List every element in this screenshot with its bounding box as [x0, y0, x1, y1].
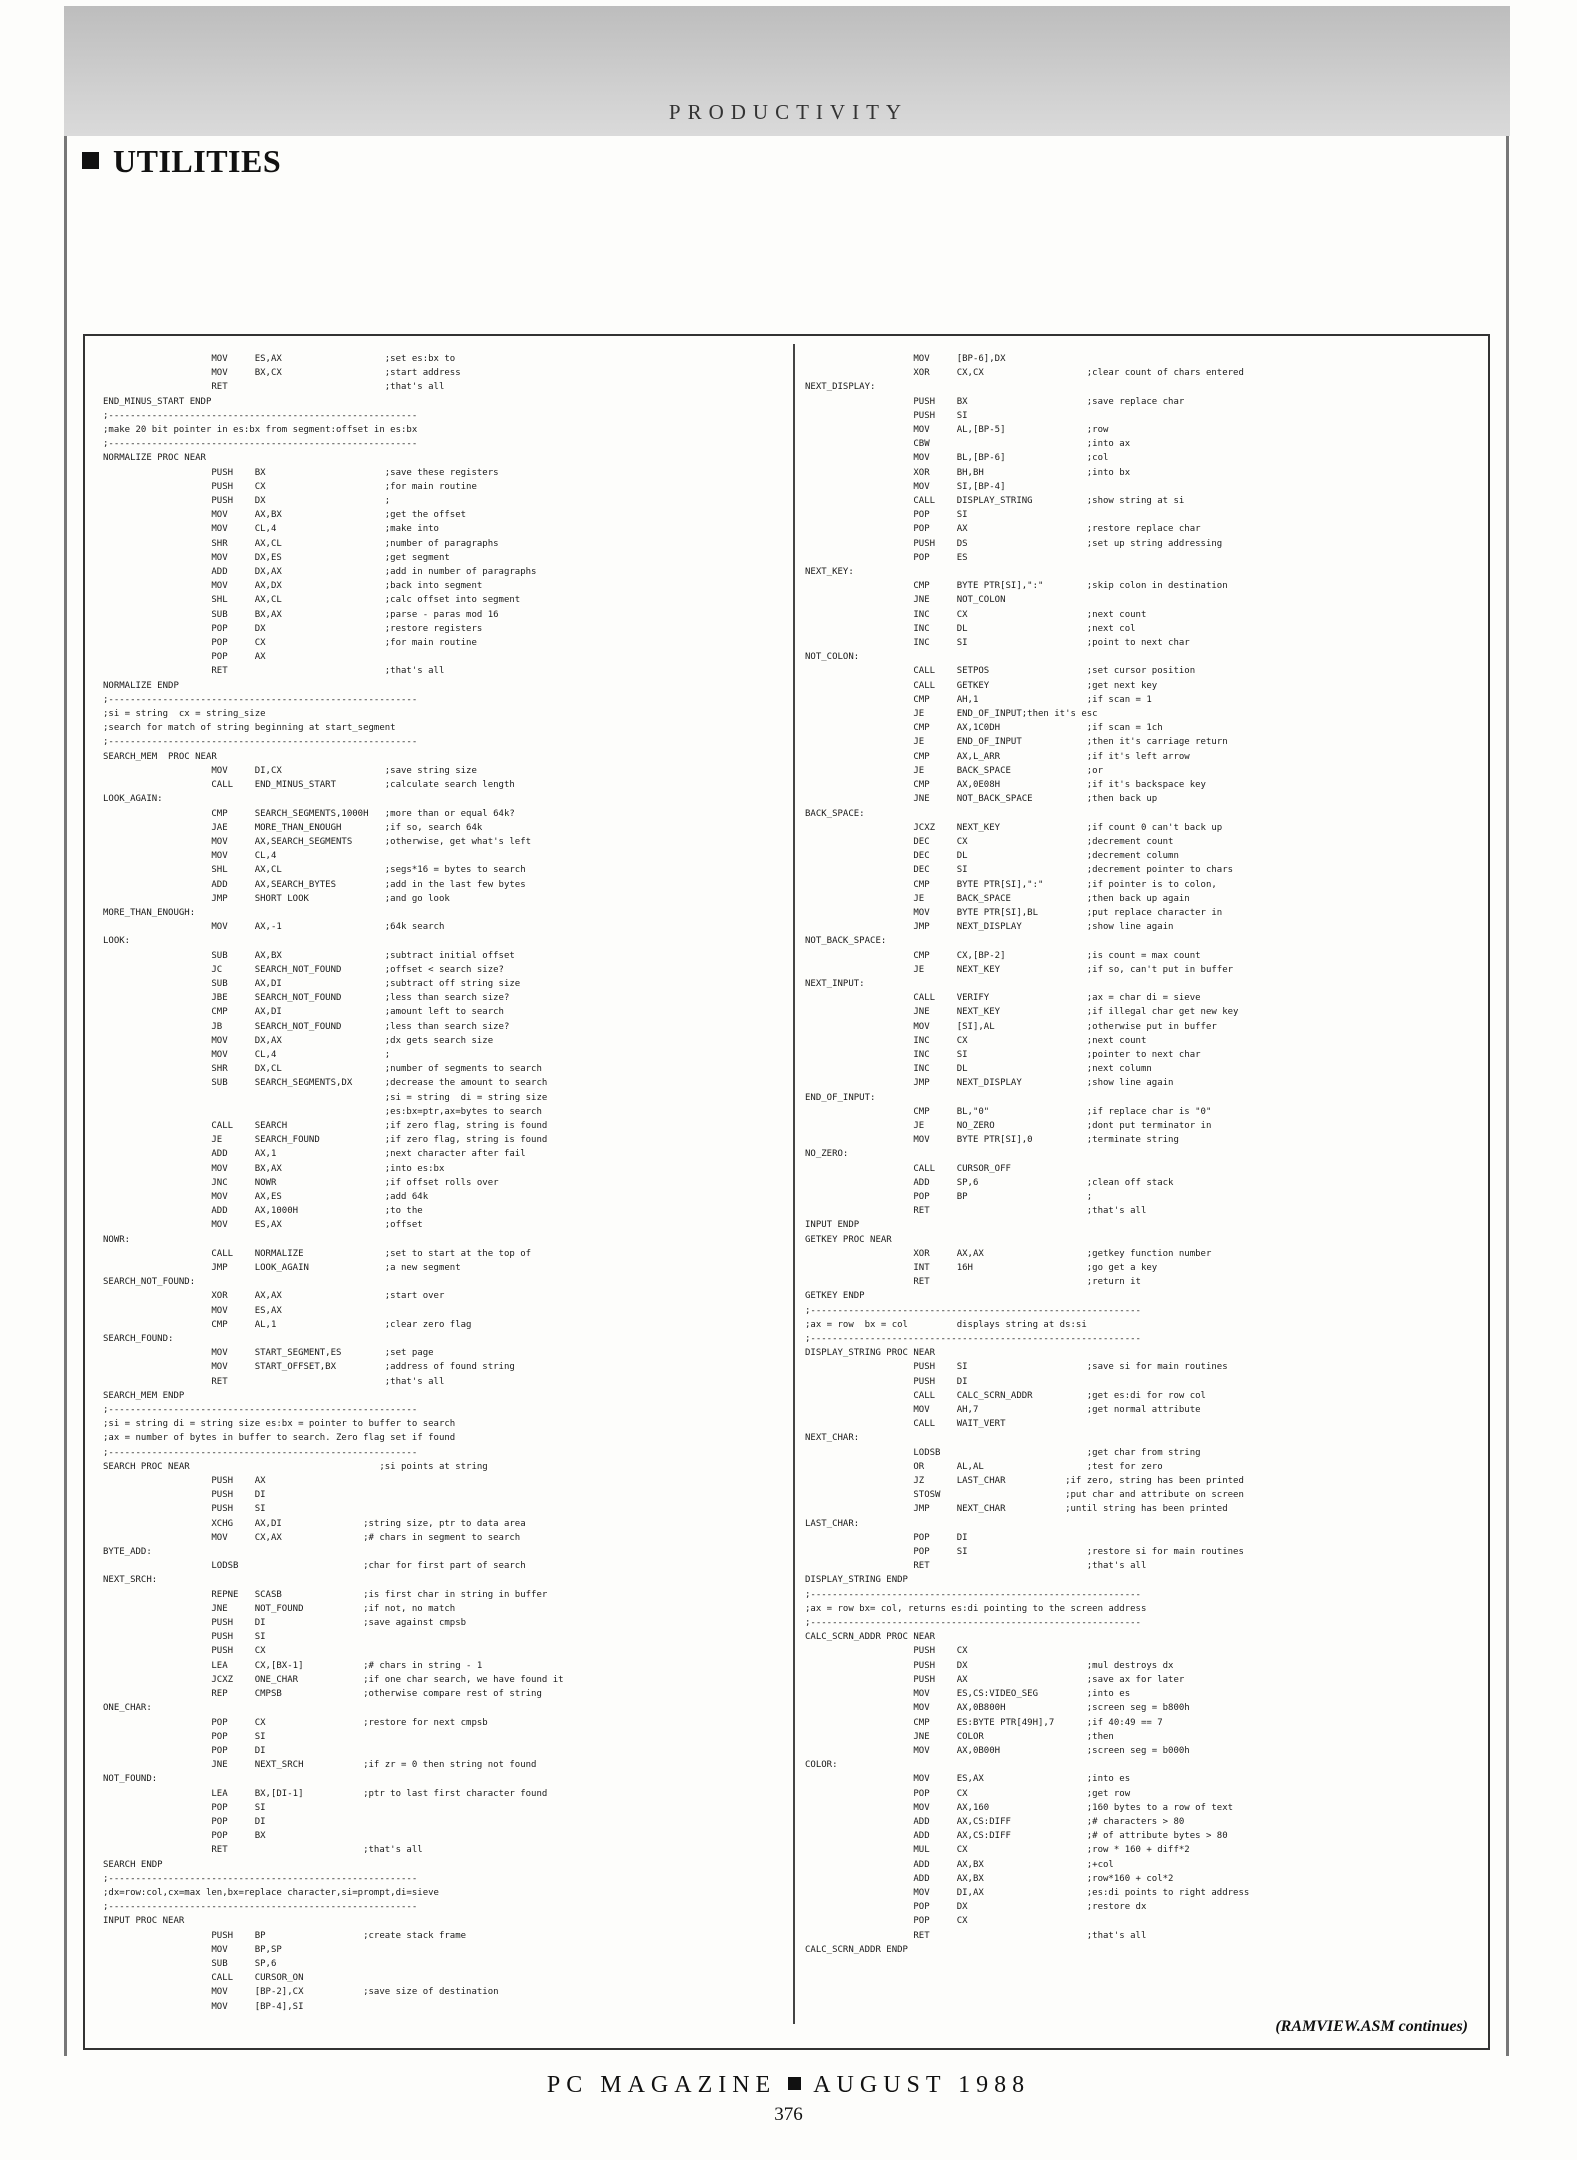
code-line: ;---------------------------------------------------------: [103, 410, 418, 421]
code-line: MOV DX,AX ;dx gets search size: [103, 1035, 494, 1046]
code-line: MOV AX,ES ;add 64k: [103, 1191, 429, 1202]
code-line: CMP SEARCH_SEGMENTS,1000H ;more than or equal 64k?: [103, 808, 515, 819]
code-line: POP SI ;restore si for main routines: [805, 1547, 1244, 1558]
code-line: ;es:bx=ptr,ax=bytes to search: [103, 1106, 542, 1117]
code-line: NEXT_INPUT:: [805, 978, 865, 989]
code-line: RET ;that's all: [805, 1561, 1147, 1572]
code-line: NEXT_CHAR:: [805, 1433, 860, 1444]
code-line: PUSH DX ;: [103, 496, 391, 507]
code-line: POP DI: [103, 1745, 266, 1756]
code-line: MOV START_OFFSET,BX ;address of found string: [103, 1362, 515, 1373]
code-line: ;si = string cx = string_size: [103, 709, 266, 720]
code-line: ONE_CHAR:: [103, 1703, 152, 1714]
code-line: INC SI ;pointer to next char: [805, 1049, 1201, 1060]
code-line: JMP SHORT LOOK ;and go look: [103, 893, 450, 904]
code-line: MOV AL,[BP-5] ;row: [805, 425, 1109, 436]
code-line: MOV [SI],AL ;otherwise put in buffer: [805, 1021, 1217, 1032]
code-column-left: [103, 352, 803, 2014]
code-line: NOWR:: [103, 1234, 131, 1245]
code-line: INPUT PROC NEAR: [103, 1916, 185, 1927]
code-line: JNC NOWR ;if offset rolls over: [103, 1177, 499, 1188]
code-line: INC DL ;next col: [805, 623, 1136, 634]
code-line: PUSH CX: [103, 1646, 266, 1657]
code-line: MOV DI,CX ;save string size: [103, 765, 477, 776]
code-line: MOV BX,CX ;start address: [103, 368, 461, 379]
code-line: MOV [BP-2],CX ;save size of destination: [103, 1987, 499, 1998]
code-line: POP AX ;restore replace char: [805, 524, 1201, 535]
code-line: ADD SP,6 ;clean off stack: [805, 1177, 1174, 1188]
code-line: NEXT_SRCH:: [103, 1575, 158, 1586]
code-line: POP SI: [103, 1731, 266, 1742]
code-line: COLOR:: [805, 1760, 838, 1771]
code-line: CALL SETPOS ;set cursor position: [805, 666, 1196, 677]
code-line: ADD DX,AX ;add in number of paragraphs: [103, 567, 537, 578]
code-line: NOT_BACK_SPACE:: [805, 936, 887, 947]
code-line: DEC SI ;decrement pointer to chars: [805, 865, 1234, 876]
code-line: JE SEARCH_FOUND ;if zero flag, string is found: [103, 1135, 548, 1146]
code-line: CMP AH,1 ;if scan = 1: [805, 694, 1152, 705]
code-line: RET ;that's all: [103, 382, 445, 393]
code-line: SEARCH_FOUND:: [103, 1334, 174, 1345]
footer-square-icon: [788, 2077, 801, 2090]
code-line: LODSB ;char for first part of search: [103, 1561, 526, 1572]
code-line: GETKEY PROC NEAR: [805, 1234, 892, 1245]
code-line: JMP NEXT_CHAR ;until string has been printed: [805, 1504, 1228, 1515]
code-column-right: [805, 352, 1485, 1957]
code-line: MOV AX,DX ;back into segment: [103, 581, 483, 592]
code-line: JNE NOT_COLON: [805, 595, 1006, 606]
code-line: CMP BYTE PTR[SI],":" ;if pointer is to colon,: [805, 879, 1217, 890]
code-line: XCHG AX,DI ;string size, ptr to data area: [103, 1518, 526, 1529]
code-line: ;---------------------------------------------------------: [103, 1902, 418, 1913]
code-line: XOR AX,AX ;getkey function number: [805, 1248, 1212, 1259]
code-line: INPUT ENDP: [805, 1220, 860, 1231]
code-line: RET ;that's all: [805, 1930, 1147, 1941]
code-line: JAE MORE_THAN_ENOUGH ;if so, search 64k: [103, 822, 483, 833]
code-line: ADD AX,BX ;+col: [805, 1859, 1114, 1870]
code-line: CMP AL,1 ;clear zero flag: [103, 1319, 472, 1330]
code-line: ADD AX,SEARCH_BYTES ;add in the last few bytes: [103, 879, 526, 890]
code-line: ;ax = number of bytes in buffer to search. Zero flag set if found: [103, 1433, 456, 1444]
code-line: CALL NORMALIZE ;set to start at the top of: [103, 1248, 532, 1259]
code-line: CMP AX,1C0DH ;if scan = 1ch: [805, 723, 1163, 734]
code-line: DISPLAY_STRING ENDP: [805, 1575, 908, 1586]
code-line: SHR DX,CL ;number of segments to search: [103, 1064, 542, 1075]
code-line: OR AL,AL ;test for zero: [805, 1461, 1163, 1472]
code-line: NEXT_KEY:: [805, 567, 854, 578]
code-line: PUSH DS ;set up string addressing: [805, 538, 1223, 549]
code-line: NOT_COLON:: [805, 652, 860, 663]
code-line: NO_ZERO:: [805, 1149, 849, 1160]
code-line: ADD AX,CS:DIFF ;# of attribute bytes > 80: [805, 1831, 1228, 1842]
code-line: MOV AH,7 ;get normal attribute: [805, 1405, 1201, 1416]
code-line: REPNE SCASB ;is first char in string in buffer: [103, 1589, 548, 1600]
code-line: RET ;that's all: [103, 666, 445, 677]
code-line: MOV BYTE PTR[SI],BL ;put replace character in: [805, 907, 1223, 918]
code-line: JB SEARCH_NOT_FOUND ;less than search size?: [103, 1021, 510, 1032]
code-line: CMP AX,0E08H ;if it's backspace key: [805, 780, 1206, 791]
code-line: SHR AX,CL ;number of paragraphs: [103, 538, 499, 549]
code-line: MOV ES,AX ;offset: [103, 1220, 423, 1231]
code-line: CALL CURSOR_ON: [103, 1973, 304, 1984]
code-line: CALL DISPLAY_STRING ;show string at si: [805, 496, 1185, 507]
code-line: END_OF_INPUT:: [805, 1092, 876, 1103]
code-line: ADD AX,CS:DIFF ;# characters > 80: [805, 1816, 1185, 1827]
code-line: MOV CL,4: [103, 851, 277, 862]
code-line: JE NEXT_KEY ;if so, can't put in buffer: [805, 964, 1234, 975]
code-line: CALL WAIT_VERT: [805, 1419, 1006, 1430]
code-line: PUSH BX ;save replace char: [805, 396, 1185, 407]
code-line: PUSH SI: [103, 1632, 266, 1643]
code-line: XOR BH,BH ;into bx: [805, 467, 1131, 478]
continuation-note: (RAMVIEW.ASM continues): [1275, 2018, 1468, 2035]
code-line: POP BP ;: [805, 1191, 1093, 1202]
code-line: RET ;that's all: [103, 1376, 445, 1387]
code-line: CALL END_MINUS_START ;calculate search length: [103, 780, 515, 791]
code-line: SHL AX,CL ;segs*16 = bytes to search: [103, 865, 526, 876]
left-rule: [64, 136, 67, 2056]
code-line: RET ;that's all: [805, 1206, 1147, 1217]
code-line: ;si = string di = string size: [103, 1092, 548, 1103]
code-line: DISPLAY_STRING PROC NEAR: [805, 1348, 936, 1359]
code-line: ;-------------------------------------------------------------: [805, 1334, 1141, 1345]
code-line: CMP BYTE PTR[SI],":" ;skip colon in destination: [805, 581, 1228, 592]
code-line: ;---------------------------------------------------------: [103, 1447, 418, 1458]
page-number: 376: [774, 2104, 803, 2125]
footer-date: AUGUST 1988: [813, 2072, 1031, 2098]
code-line: JE END_OF_INPUT;then it's esc: [805, 709, 1098, 720]
code-line: STOSW ;put char and attribute on screen: [805, 1490, 1244, 1501]
code-line: ;---------------------------------------------------------: [103, 1405, 418, 1416]
code-line: MOV [BP-4],SI: [103, 2001, 304, 2012]
code-line: CALL VERIFY ;ax = char di = sieve: [805, 993, 1201, 1004]
code-line: END_MINUS_START ENDP: [103, 396, 212, 407]
code-line: ;-------------------------------------------------------------: [805, 1589, 1141, 1600]
code-line: CALL GETKEY ;get next key: [805, 680, 1158, 691]
code-line: MOV START_SEGMENT,ES ;set page: [103, 1348, 434, 1359]
code-line: CMP CX,[BP-2] ;is count = max count: [805, 950, 1201, 961]
code-line: LOOK:: [103, 936, 131, 947]
code-line: ADD AX,BX ;row*160 + col*2: [805, 1873, 1174, 1884]
code-line: PUSH DX ;mul destroys dx: [805, 1660, 1174, 1671]
code-line: MOV AX,BX ;get the offset: [103, 510, 467, 521]
code-line: POP BX: [103, 1831, 266, 1842]
footer-magazine: PC MAGAZINE: [546, 2072, 777, 2098]
code-line: INC DL ;next column: [805, 1064, 1152, 1075]
code-line: JNE NOT_BACK_SPACE ;then back up: [805, 794, 1158, 805]
code-line: LEA CX,[BX-1] ;# chars in string - 1: [103, 1660, 483, 1671]
code-line: LAST_CHAR:: [805, 1518, 860, 1529]
code-line: ;---------------------------------------------------------: [103, 694, 418, 705]
code-line: SUB SEARCH_SEGMENTS,DX ;decrease the amount to search: [103, 1078, 548, 1089]
code-line: RET ;return it: [805, 1277, 1141, 1288]
code-line: PUSH AX: [103, 1476, 266, 1487]
code-line: SHL AX,CL ;calc offset into segment: [103, 595, 521, 606]
code-line: POP SI: [805, 510, 968, 521]
code-line: JE BACK_SPACE ;then back up again: [805, 893, 1190, 904]
code-line: ;-------------------------------------------------------------: [805, 1618, 1141, 1629]
code-line: GETKEY ENDP: [805, 1291, 865, 1302]
code-line: PUSH DI ;save against cmpsb: [103, 1618, 467, 1629]
code-line: RET ;that's all: [103, 1845, 423, 1856]
code-line: POP SI: [103, 1802, 266, 1813]
code-line: NORMALIZE PROC NEAR: [103, 453, 206, 464]
page-title-text: UTILITIES: [113, 143, 282, 179]
code-line: SEARCH ENDP: [103, 1859, 163, 1870]
code-line: JNE NEXT_KEY ;if illegal char get new key: [805, 1007, 1239, 1018]
code-line: INC CX ;next count: [805, 609, 1147, 620]
column-divider: [793, 344, 795, 2024]
code-line: MOV AX,160 ;160 bytes to a row of text: [805, 1802, 1234, 1813]
code-line: PUSH BX ;save these registers: [103, 467, 499, 478]
code-line: MOV CX,AX ;# chars in segment to search: [103, 1532, 521, 1543]
code-line: CMP AX,DI ;amount left to search: [103, 1007, 504, 1018]
code-line: JMP NEXT_DISPLAY ;show line again: [805, 1078, 1174, 1089]
code-line: CALL CALC_SCRN_ADDR ;get es:di for row col: [805, 1390, 1206, 1401]
code-line: ;---------------------------------------------------------: [103, 1873, 418, 1884]
code-line: PUSH CX ;for main routine: [103, 481, 477, 492]
code-line: MOV DX,ES ;get segment: [103, 552, 450, 563]
code-line: MOV AX,0B800H ;screen seg = b800h: [805, 1703, 1190, 1714]
code-line: CALC_SCRN_ADDR PROC NEAR: [805, 1632, 936, 1643]
code-line: XOR AX,AX ;start over: [103, 1291, 445, 1302]
code-line: INC CX ;next count: [805, 1035, 1147, 1046]
code-line: PUSH DI: [805, 1376, 968, 1387]
code-line: NEXT_DISPLAY:: [805, 382, 876, 393]
code-line: ;dx=row:col,cx=max len,bx=replace character,si=prompt,di=sieve: [103, 1887, 439, 1898]
code-line: CALC_SCRN_ADDR ENDP: [805, 1944, 908, 1955]
code-line: MOV BL,[BP-6] ;col: [805, 453, 1109, 464]
section-label: PRODUCTIVITY: [668, 100, 909, 124]
code-line: SEARCH_NOT_FOUND:: [103, 1277, 196, 1288]
code-line: LEA BX,[DI-1] ;ptr to last first character found: [103, 1788, 548, 1799]
code-line: BYTE_ADD:: [103, 1547, 152, 1558]
code-line: LOOK_AGAIN:: [103, 794, 163, 805]
code-line: MOV BX,AX ;into es:bx: [103, 1163, 445, 1174]
code-line: ;ax = row bx= col, returns es:di pointing to the screen address: [805, 1603, 1147, 1614]
code-line: MOV BP,SP: [103, 1944, 282, 1955]
code-line: MOV AX,SEARCH_SEGMENTS ;otherwise, get what's left: [103, 836, 532, 847]
code-line: ADD AX,1000H ;to the: [103, 1206, 423, 1217]
code-line: MOV DI,AX ;es:di points to right address: [805, 1887, 1250, 1898]
code-line: SEARCH_MEM PROC NEAR: [103, 751, 217, 762]
code-line: POP CX ;for main routine: [103, 638, 477, 649]
code-line: SUB SP,6: [103, 1958, 277, 1969]
code-line: MUL CX ;row * 160 + diff*2: [805, 1845, 1190, 1856]
code-line: PUSH DI: [103, 1490, 266, 1501]
code-line: MOV ES,AX ;set es:bx to: [103, 354, 456, 364]
code-line: PUSH SI ;save si for main routines: [805, 1362, 1228, 1373]
code-line: ;si = string di = string size es:bx = pointer to buffer to search: [103, 1419, 456, 1430]
code-line: POP DI: [805, 1532, 968, 1543]
code-line: MOV BYTE PTR[SI],0 ;terminate string: [805, 1135, 1179, 1146]
code-line: ;search for match of string beginning at start_segment: [103, 723, 396, 734]
code-line: JNE NEXT_SRCH ;if zr = 0 then string not found: [103, 1760, 537, 1771]
code-line: MOV SI,[BP-4]: [805, 481, 1006, 492]
code-line: JC SEARCH_NOT_FOUND ;offset < search size?: [103, 964, 504, 975]
page-title: [82, 143, 281, 180]
code-line: ;-------------------------------------------------------------: [805, 1305, 1141, 1316]
code-line: PUSH BP ;create stack frame: [103, 1930, 467, 1941]
code-line: SEARCH PROC NEAR ;si points at string: [103, 1461, 488, 1472]
code-line: CMP BL,"0" ;if replace char is "0": [805, 1106, 1212, 1117]
code-line: MOV CL,4 ;: [103, 1049, 391, 1060]
code-line: MOV CL,4 ;make into: [103, 524, 439, 535]
code-line: JMP NEXT_DISPLAY ;show line again: [805, 922, 1174, 933]
code-line: PUSH SI: [103, 1504, 266, 1515]
code-line: MORE_THAN_ENOUGH:: [103, 907, 196, 918]
code-line: POP DX ;restore registers: [103, 623, 483, 634]
code-line: CALL SEARCH ;if zero flag, string is found: [103, 1120, 548, 1131]
code-line: REP CMPSB ;otherwise compare rest of string: [103, 1689, 542, 1700]
code-line: MOV ES,CS:VIDEO_SEG ;into es: [805, 1689, 1131, 1700]
code-line: JE NO_ZERO ;dont put terminator in: [805, 1120, 1212, 1131]
code-line: MOV ES,AX ;into es: [805, 1774, 1131, 1785]
code-line: ;ax = row bx = col displays string at ds:si: [805, 1319, 1087, 1330]
code-line: POP CX: [805, 1916, 968, 1927]
code-line: JMP LOOK_AGAIN ;a new segment: [103, 1263, 461, 1273]
code-line: ;make 20 bit pointer in es:bx from segment:offset in es:bx: [103, 425, 418, 436]
code-line: SUB AX,DI ;subtract off string size: [103, 978, 521, 989]
code-line: JNE NOT_FOUND ;if not, no match: [103, 1603, 456, 1614]
code-line: BACK_SPACE:: [805, 808, 865, 819]
code-line: CBW ;into ax: [805, 439, 1131, 450]
code-line: JZ LAST_CHAR ;if zero, string has been printed: [805, 1476, 1244, 1487]
code-line: JNE COLOR ;then: [805, 1731, 1114, 1742]
footer: [0, 2072, 1577, 2099]
code-listing-box: [83, 334, 1490, 2050]
code-line: DEC CX ;decrement count: [805, 836, 1174, 847]
code-line: POP AX: [103, 652, 266, 663]
code-line: POP CX ;get row: [805, 1788, 1131, 1799]
code-line: CALL CURSOR_OFF: [805, 1163, 1011, 1174]
code-line: SUB BX,AX ;parse - paras mod 16: [103, 609, 499, 620]
right-rule: [1506, 136, 1509, 2056]
code-line: ;---------------------------------------------------------: [103, 439, 418, 450]
code-line: PUSH SI: [805, 410, 968, 421]
code-line: SUB AX,BX ;subtract initial offset: [103, 950, 515, 961]
code-line: PUSH AX ;save ax for later: [805, 1674, 1185, 1685]
code-line: NOT_FOUND:: [103, 1774, 158, 1785]
code-line: ADD AX,1 ;next character after fail: [103, 1149, 526, 1160]
code-line: CMP AX,L_ARR ;if it's left arrow: [805, 751, 1190, 762]
code-line: JBE SEARCH_NOT_FOUND ;less than search size?: [103, 993, 510, 1004]
code-line: JE BACK_SPACE ;or: [805, 765, 1104, 776]
code-line: JCXZ ONE_CHAR ;if one char search, we have found it: [103, 1674, 564, 1685]
code-line: PUSH CX: [805, 1646, 968, 1657]
code-line: JE END_OF_INPUT ;then it's carriage return: [805, 737, 1228, 748]
code-line: POP CX ;restore for next cmpsb: [103, 1717, 488, 1728]
code-line: DEC DL ;decrement column: [805, 851, 1179, 862]
code-line: POP DI: [103, 1816, 266, 1827]
code-line: ;---------------------------------------------------------: [103, 737, 418, 748]
code-line: INT 16H ;go get a key: [805, 1263, 1158, 1273]
code-line: CMP ES:BYTE PTR[49H],7 ;if 40:49 == 7: [805, 1717, 1163, 1728]
code-line: JCXZ NEXT_KEY ;if count 0 can't back up: [805, 822, 1223, 833]
code-line: MOV [BP-6],DX: [805, 354, 1006, 364]
code-line: MOV AX,-1 ;64k search: [103, 922, 445, 933]
code-line: POP DX ;restore dx: [805, 1902, 1147, 1913]
code-line: XOR CX,CX ;clear count of chars entered: [805, 368, 1244, 379]
code-line: SEARCH_MEM ENDP: [103, 1390, 185, 1401]
code-line: INC SI ;point to next char: [805, 638, 1190, 649]
bullet-square-icon: [82, 152, 99, 169]
code-line: MOV AX,0B00H ;screen seg = b000h: [805, 1745, 1190, 1756]
code-line: POP ES: [805, 552, 968, 563]
code-line: NORMALIZE ENDP: [103, 680, 179, 691]
code-line: MOV ES,AX: [103, 1305, 282, 1316]
code-line: LODSB ;get char from string: [805, 1447, 1201, 1458]
